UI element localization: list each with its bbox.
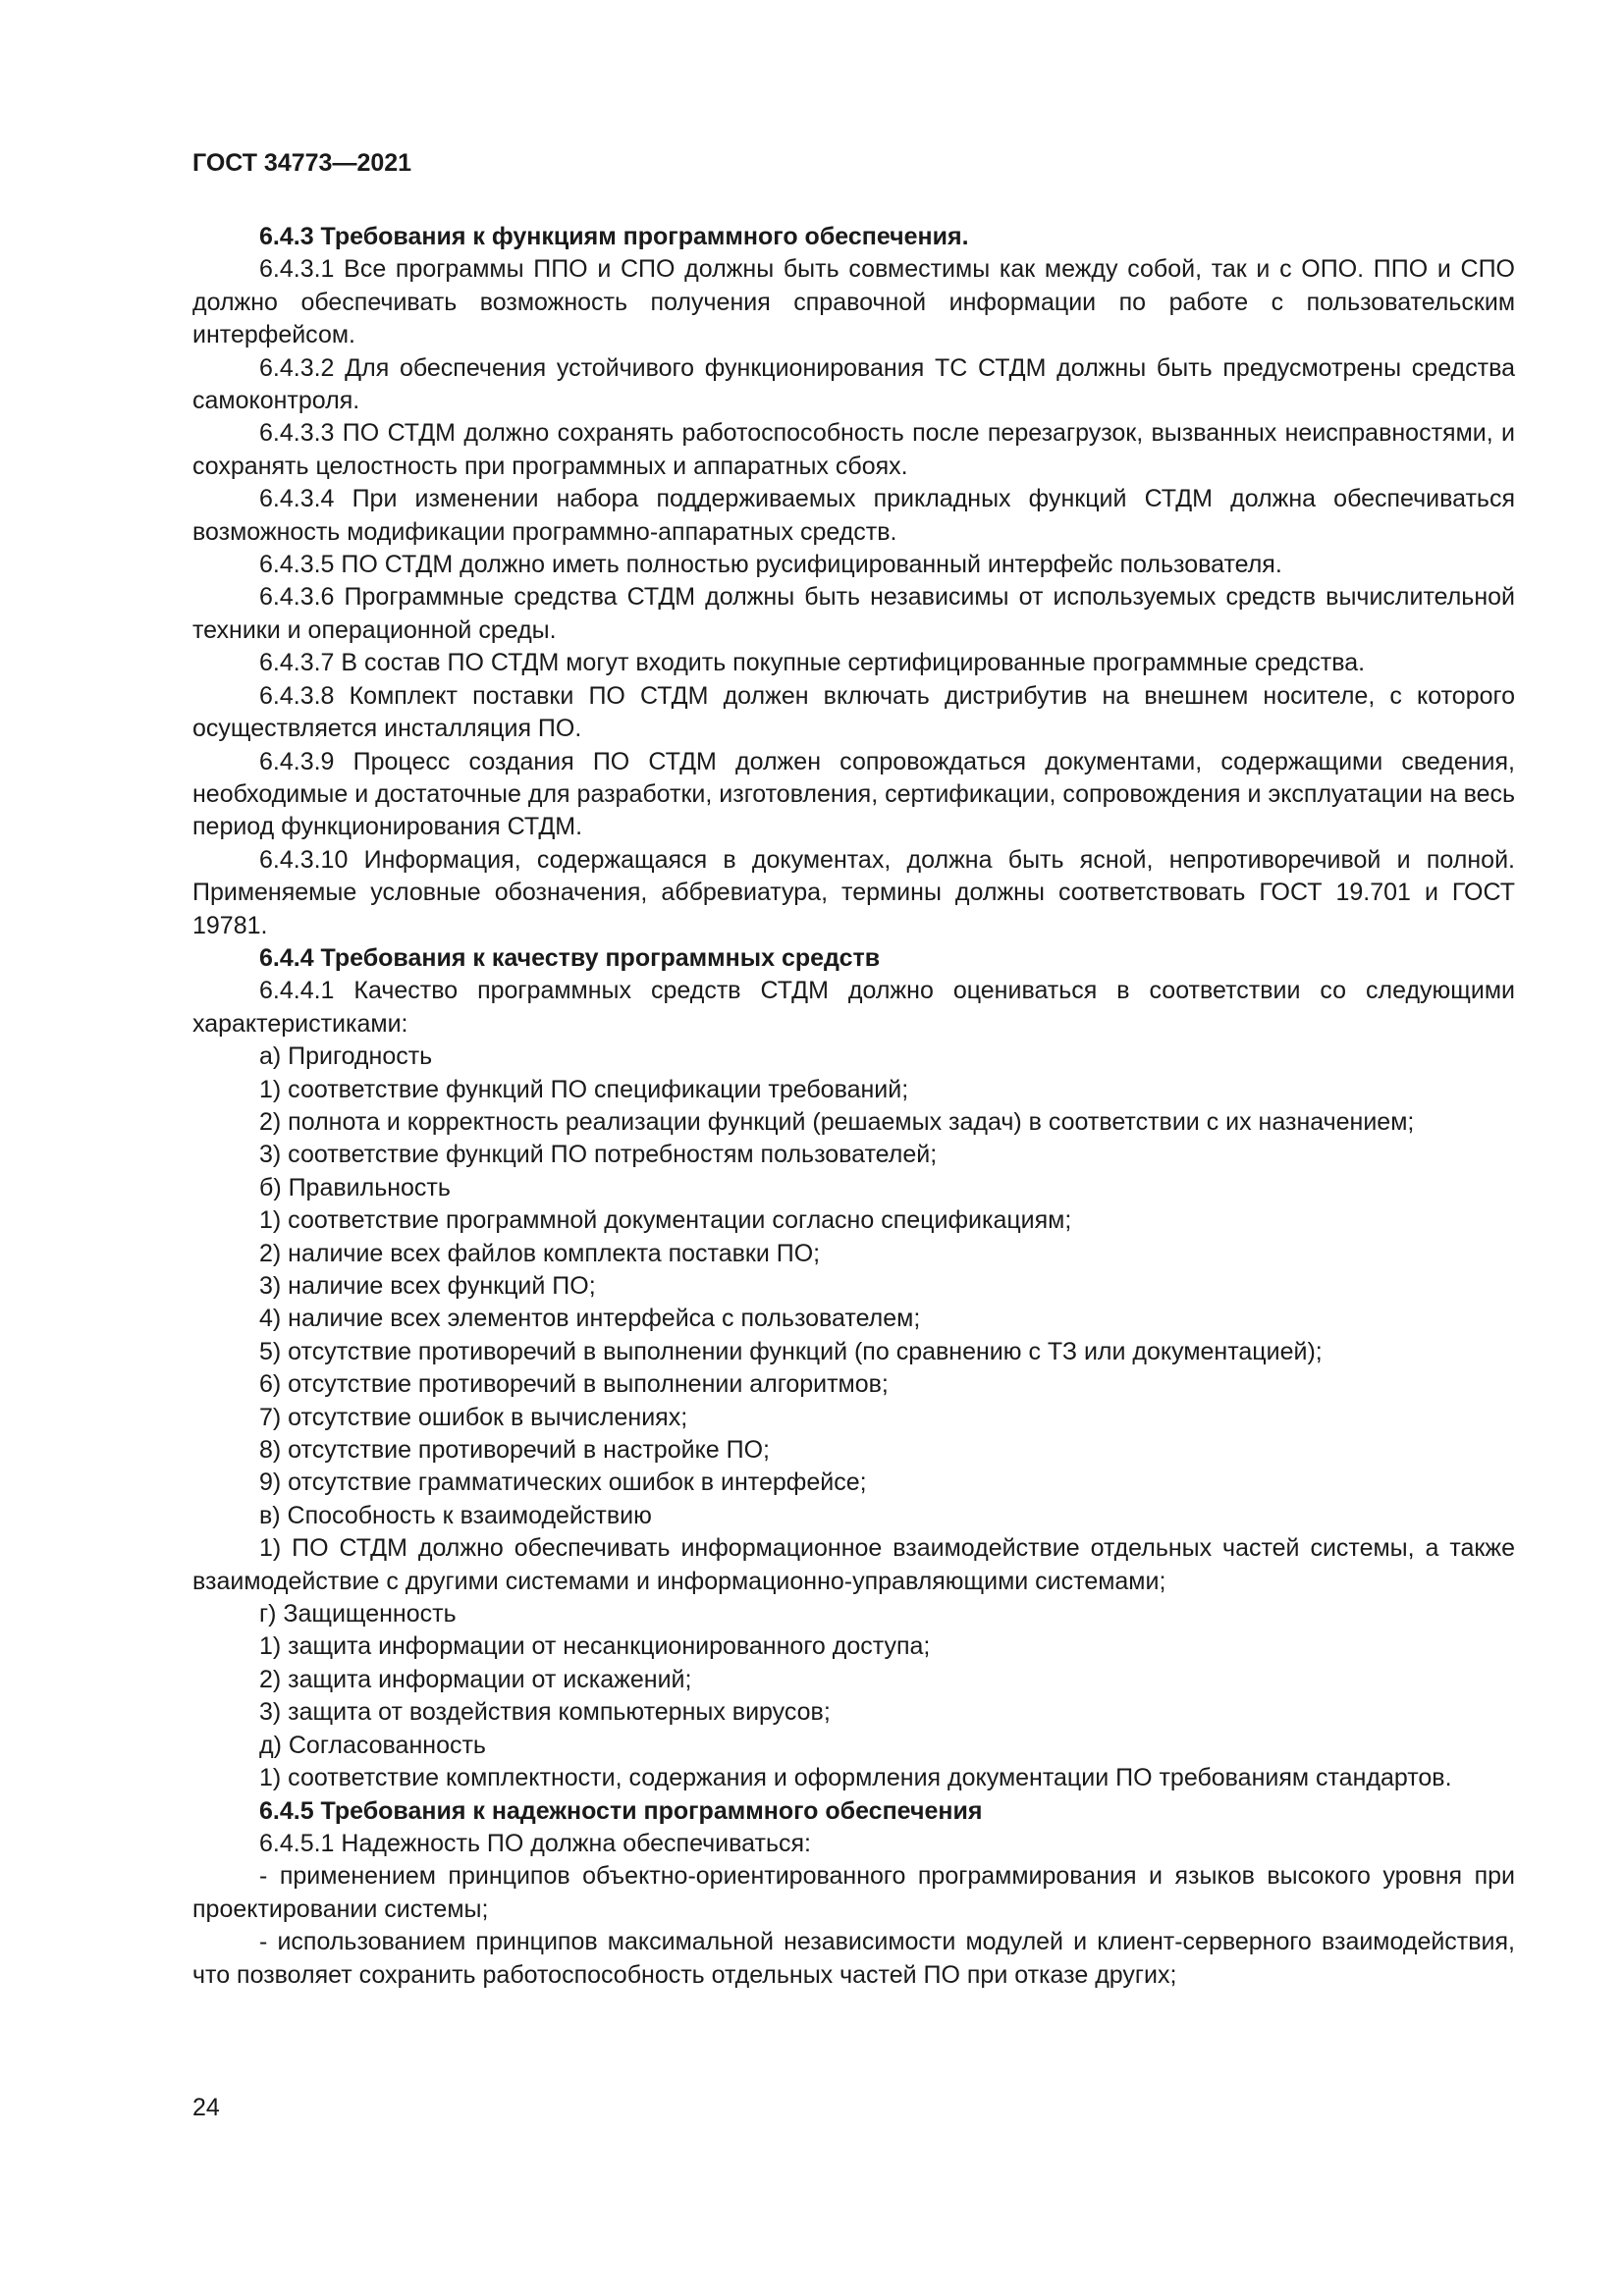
- paragraph: г) Защищенность: [259, 1600, 457, 1629]
- paragraph: 6.4.3.2 Для обеспечения устойчивого функционирования ТС СТДМ должны быть предусмотрены средства самоконтроля.: [192, 353, 1515, 415]
- paragraph: 7) отсутствие ошибок в вычислениях;: [259, 1403, 688, 1431]
- paragraph: 6.4.3.4 При изменении набора поддерживаемых прикладных функций СТДМ должна обеспечиваться возможность модификации программно-аппаратных средств.: [192, 485, 1515, 546]
- section-heading: 6.4.4 Требования к качеству программных средств: [259, 943, 881, 972]
- paragraph: б) Правильность: [259, 1173, 451, 1201]
- paragraph: 2) защита информации от искажений;: [259, 1665, 692, 1693]
- paragraph: 6.4.3.5 ПО СТДМ должно иметь полностью русифицированный интерфейс пользователя.: [259, 551, 1282, 579]
- paragraph: д) Согласованность: [259, 1731, 486, 1759]
- paragraph: 6) отсутствие противоречий в выполнении алгоритмов;: [259, 1370, 889, 1399]
- paragraph: 1) защита информации от несанкционированного доступа;: [259, 1632, 931, 1661]
- section-heading: 6.4.5 Требования к надежности программного обеспечения: [259, 1796, 983, 1825]
- paragraph: 3) наличие всех функций ПО;: [259, 1272, 596, 1300]
- paragraph: 3) соответствие функций ПО потребностям пользователей;: [259, 1141, 938, 1169]
- paragraph: 5) отсутствие противоречий в выполнении функций (по сравнению с ТЗ или документацией);: [259, 1337, 1323, 1365]
- paragraph: 6.4.3.6 Программные средства СТДМ должны быть независимы от используемых средств вычислительной техники и операционной среды.: [192, 583, 1515, 644]
- paragraph: 6.4.3.10 Информация, содержащаяся в документах, должна быть ясной, непротиворечивой и полной. Применяемые условные обозначения, аббревиатура, термины должны соответствовать ГОСТ 19.701 и ГОСТ 19781.: [192, 845, 1515, 939]
- paragraph: а) Пригодность: [259, 1042, 433, 1071]
- paragraph: 2) наличие всех файлов комплекта поставки ПО;: [259, 1239, 821, 1267]
- paragraph: 9) отсутствие грамматических ошибок в интерфейсе;: [259, 1468, 867, 1497]
- paragraph: 1) соответствие программной документации согласно спецификациям;: [259, 1206, 1072, 1235]
- paragraph: 6.4.3.8 Комплект поставки ПО СТДМ должен включать дистрибутив на внешнем носителе, с которого осуществляется инсталляция ПО.: [192, 681, 1515, 743]
- paragraph: 2) полнота и корректность реализации функций (решаемых задач) в соответствии с их назначением;: [259, 1107, 1415, 1136]
- paragraph: 3) защита от воздействия компьютерных вирусов;: [259, 1698, 831, 1727]
- paragraph: - применением принципов объектно-ориентированного программирования и языков высокого уровня при проектировании системы;: [192, 1862, 1515, 1923]
- paragraph: 1) соответствие функций ПО спецификации требований;: [259, 1075, 909, 1103]
- paragraph: 4) наличие всех элементов интерфейса с пользователем;: [259, 1305, 921, 1333]
- paragraph: 6.4.3.9 Процесс создания ПО СТДМ должен сопровождаться документами, содержащими сведения, необходимые и достаточные для разработки, изготовления, сертификации, сопровождения и эксплуатации на весь период функционирования СТДМ.: [192, 747, 1515, 841]
- paragraph: 8) отсутствие противоречий в настройке ПО;: [259, 1436, 770, 1465]
- paragraph: 6.4.5.1 Надежность ПО должна обеспечиваться:: [259, 1829, 811, 1857]
- page-number: 24: [192, 2094, 220, 2121]
- paragraph: - использованием принципов максимальной независимости модулей и клиент-серверного взаимодействия, что позволяет сохранить работоспособность отдельных частей ПО при отказе других;: [192, 1928, 1515, 1989]
- section-heading: 6.4.3 Требования к функциям программного обеспечения.: [259, 223, 969, 250]
- paragraph: 6.4.3.1 Все программы ППО и СПО должны быть совместимы как между собой, так и с ОПО. ППО и СПО должно обеспечивать возможность получения справочной информации по работе с пользовательским интерфейсом.: [192, 255, 1515, 349]
- document-body: [192, 221, 1515, 1992]
- paragraph: в) Способность к взаимодействию: [259, 1501, 652, 1529]
- paragraph: 1) ПО СТДМ должно обеспечивать информационное взаимодействие отдельных частей системы, а также взаимодействие с другими системами и информационно-управляющими системами;: [192, 1534, 1515, 1595]
- paragraph: 6.4.4.1 Качество программных средств СТДМ должно оцениваться в соответствии со следующими характеристиками:: [192, 977, 1515, 1038]
- paragraph: 6.4.3.3 ПО СТДМ должно сохранять работоспособность после перезагрузок, вызванных неисправностями, и сохранять целостность при программных и аппаратных сбоях.: [192, 419, 1515, 480]
- paragraph: 1) соответствие комплектности, содержания и оформления документации ПО требованиям стандартов.: [259, 1764, 1452, 1792]
- document-header: ГОСТ 34773—2021: [192, 149, 412, 177]
- paragraph: 6.4.3.7 В состав ПО СТДМ могут входить покупные сертифицированные программные средства.: [259, 649, 1366, 677]
